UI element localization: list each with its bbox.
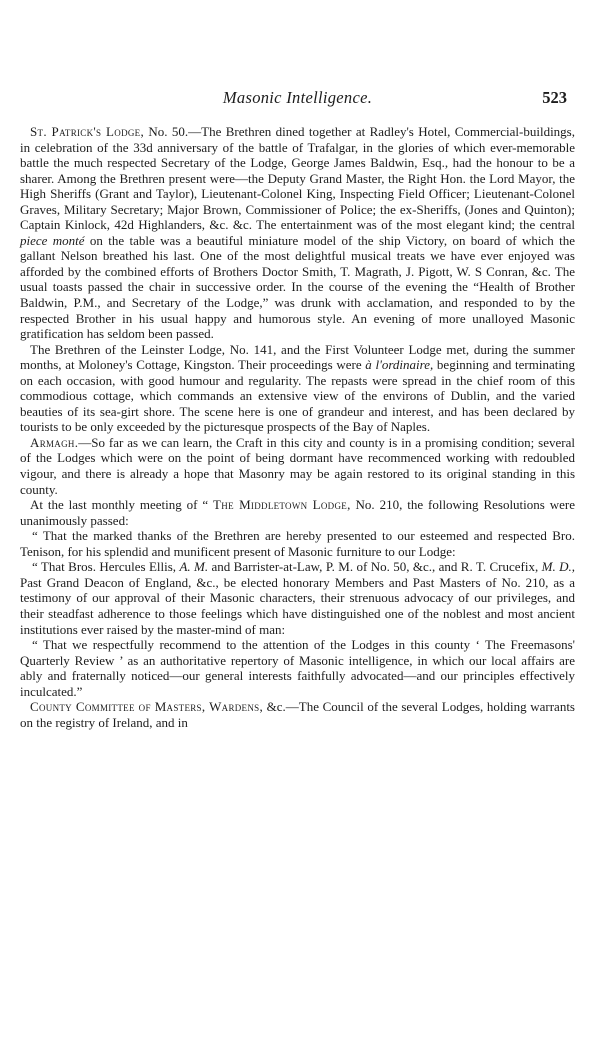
paragraph-text: No. 210, the following Resolutions were unanimously passed: bbox=[20, 497, 575, 528]
body-text bbox=[20, 124, 575, 730]
running-title: Masonic Intelligence. bbox=[222, 88, 373, 107]
paragraph-text: and Barrister-at-Law, P. M. of No. 50, &c., and R. T. Crucefix, bbox=[208, 559, 542, 575]
paragraph-text: “ That Bros. Hercules Ellis, bbox=[32, 559, 180, 575]
paragraph-text: Past Grand Deacon of England, &c., be elected honorary Members and Past Masters of No. 210, as a testimony of our approval of their Masonic characters, their strenuous advocacy of our privileges, and their steadfast adherence to those feelings which have distinguished one of the noblest and most ancient institutions ever raised by the master-mind of man: bbox=[20, 574, 575, 637]
page-header bbox=[20, 88, 575, 110]
paragraph-leinster-lodge bbox=[20, 342, 575, 435]
italic-phrase: M. D., bbox=[541, 559, 576, 575]
section-lead: St. Patrick's Lodge, bbox=[30, 124, 145, 139]
paragraph-text: At the last monthly meeting of “ bbox=[30, 497, 214, 513]
paragraph-text: &c.—The Council of the several Lodges, holding warrants on the registry of Ireland, and in bbox=[20, 699, 575, 730]
section-lead: Armagh. bbox=[30, 434, 79, 450]
paragraph-middletown-lodge bbox=[20, 497, 575, 528]
italic-phrase: A. M. bbox=[179, 559, 209, 575]
lodge-name: The Middletown Lodge, bbox=[213, 497, 351, 513]
paragraph-st-patricks-lodge bbox=[20, 124, 575, 342]
paragraph-text: beginning and terminating on each occasion, with good humour and regularity. The repasts were spread in the chief room of this commodious cottage, which commands an extensive view of the environs of Dublin, and the varied beauties of its sea-girt shore. The scene here is one of grandeur and interest, and has been declared by tourists to be only exceeded by the picturesque prospects of the Bay of Naples. bbox=[20, 357, 575, 435]
paragraph-county-committee bbox=[20, 699, 575, 730]
paragraph-text: The Brethren of the Leinster Lodge, No. 141, and the First Volunteer Lodge met, during the summer months, at Moloney's Cottage, Kingston. Their proceedings were bbox=[20, 341, 575, 373]
resolution-1 bbox=[20, 528, 575, 559]
italic-phrase: piece monté bbox=[20, 232, 85, 248]
paragraph-text: “ That the marked thanks of the Brethren are hereby presented to our esteemed and respected Bro. Tenison, for his splendid and munificent present of Masonic furniture to our Lodge: bbox=[20, 528, 575, 559]
page-number: 523 bbox=[542, 88, 567, 107]
paragraph-text: on the table was a beautiful miniature model of the ship Victory, on board of which the gallant Nelson breathed his last. One of the most delightful musical treats we have ever enjoyed was afforded by the combined efforts of Brothers Doctor Smith, T. Magrath, J. Pigott, W. S Conran, &c. The usual toasts passed the chair in successive order. In the course of the evening the “Health of Brother Baldwin, P.M., and Secretary of the Lodge,” was drunk with acclamation, and responded to by the respected Brother in his usual happy and humorous style. An evening of more unalloyed Masonic gratification has seldom been passed. bbox=[20, 232, 575, 342]
paragraph-text: No. 50.—The Brethren dined together at Radley's Hotel, Commercial-buildings, in celebration of the 33d anniversary of the battle of Trafalgar, in the glories of which ever-memorable battle the much respected Secretary of the Lodge, George James Baldwin, Esq., had the honour to be a sharer. Among the Brethren present were—the Deputy Grand Master, the Right Hon. the Lord Mayor, the High Sheriffs (Grant and Taylor), Lieutenant-Colonel King, Inspecting Field Officer; Lieutenant-Colonel Graves, Military Secretary; Major Brown, Commissioner of Police; the ex-Sheriffs, (Jones and Quinton); Captain Kinlock, 42d Highlanders, &c. &c. The entertainment was of the most elegant kind; the central bbox=[20, 124, 575, 233]
paragraph-armagh bbox=[20, 435, 575, 497]
paragraph-text: “ That we respectfully recommend to the attention of the Lodges in this county ‘ The Freemasons' Quarterly Review ’ as an authoritative repertory of Masonic intelligence, in which our local affairs are ably and fraternally noticed—our general interests faithfully advocated—and our principles effectively inculcated.” bbox=[20, 637, 575, 699]
italic-phrase: à l'ordinaire, bbox=[365, 357, 434, 373]
paragraph-text: —So far as we can learn, the Craft in this city and county is in a promising condition; several of the Lodges which were on the point of being dormant have recommenced working with redoubled vigour, and there is already a hope that Masonry may be again restored to its original standing in this county. bbox=[20, 434, 575, 497]
resolution-3 bbox=[20, 637, 575, 699]
section-lead: County Committee of Masters, Wardens, bbox=[30, 699, 264, 715]
resolution-2 bbox=[20, 559, 575, 637]
